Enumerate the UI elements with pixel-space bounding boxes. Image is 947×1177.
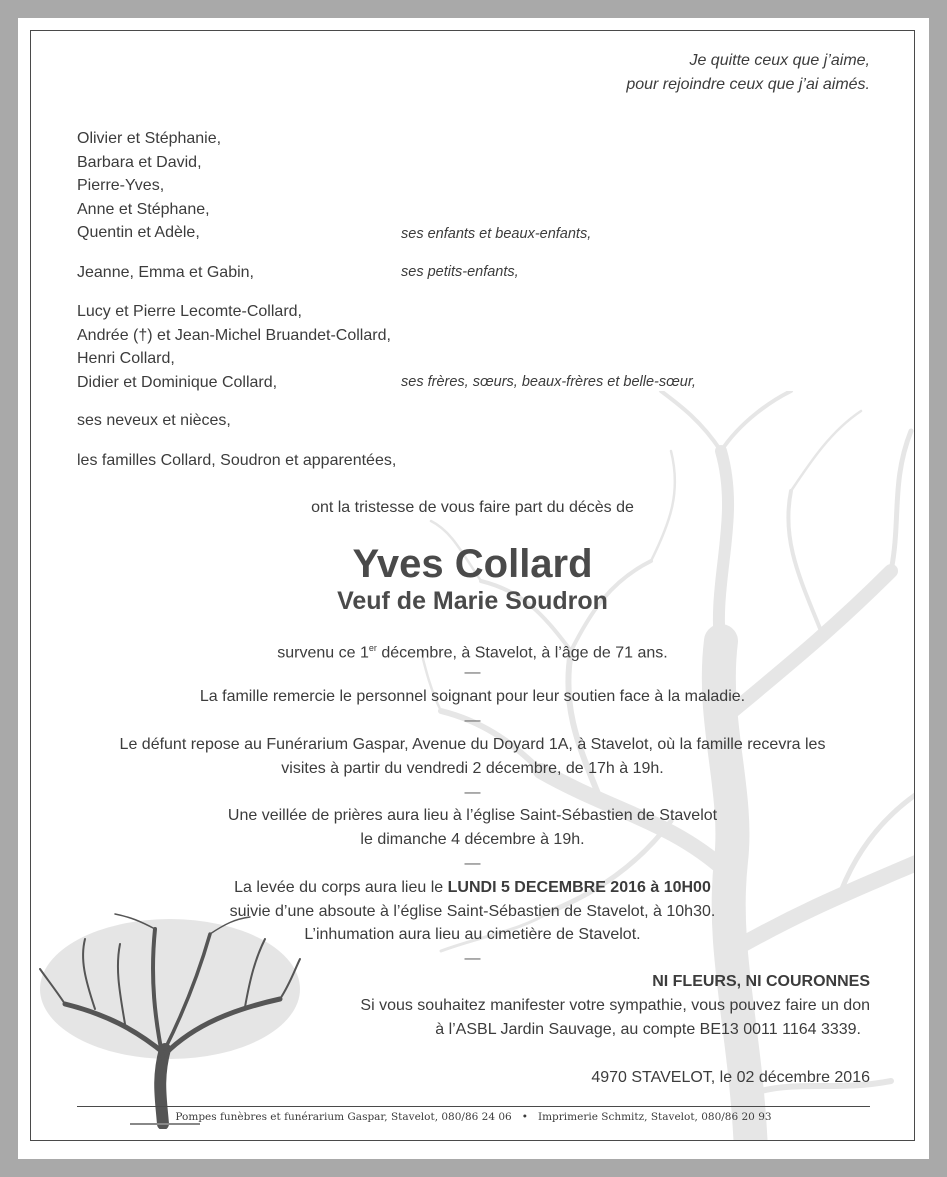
thanks-line: La famille remercie le personnel soignant pour leur soutien face à la maladie. [199, 688, 746, 705]
funeral-line-3: L’inhumation aura lieu au cimetière de Stavelot. [304, 926, 641, 943]
separator-dash: — [464, 712, 481, 729]
death-ordinal: er [368, 643, 377, 653]
siblings-role: ses frères, sœurs, beaux-frères et belle-sœur, [401, 374, 696, 390]
deceased-subtitle: Veuf de Marie Soudron [337, 587, 608, 615]
children-list [77, 127, 221, 245]
child-entry: Olivier et Stéphanie, [77, 130, 222, 147]
footer-bullet: • [521, 1111, 528, 1123]
grandchildren-role: ses petits-enfants, [401, 264, 519, 280]
quote-line-1: Je quitte ceux que j’aime, [689, 52, 870, 69]
vigil-line-1: Une veillée de prières aura lieu à l’église Saint-Sébastien de Stavelot [227, 807, 718, 824]
footer-credits [77, 1111, 870, 1123]
child-entry: Barbara et David, [77, 153, 202, 171]
separator-dash: — [464, 950, 481, 967]
sibling-entry: Henri Collard, [77, 350, 175, 367]
siblings-list [77, 300, 391, 394]
obituary-sheet [18, 18, 929, 1159]
obituary-frame [30, 30, 915, 1141]
rest-line-1: Le défunt repose au Funérarium Gaspar, Avenue du Doyard 1A, à Stavelot, où la famille recevra les [119, 736, 826, 753]
place-date: 4970 STAVELOT, le 02 décembre 2016 [591, 1069, 870, 1086]
children-role: ses enfants et beaux-enfants, [401, 226, 592, 242]
sibling-entry: Andrée (†) et Jean-Michel Bruandet-Collard, [77, 326, 391, 344]
flowers-line-2: à l’ASBL Jardin Sauvage, au compte BE13 0011 1164 3339. [435, 1021, 861, 1038]
funeral-line-2: suivie d’une absoute à l’église Saint-Sébastien de Stavelot, à 10h30. [229, 903, 716, 920]
funeral-prefix: La levée du corps aura lieu le [234, 879, 448, 896]
child-entry: Anne et Stéphane, [77, 200, 210, 218]
flowers-line-1: Si vous souhaitez manifester votre sympathie, vous pouvez faire un don [360, 997, 870, 1014]
deceased-name: Yves Collard [352, 542, 593, 586]
separator-dash: — [464, 784, 481, 801]
separator-dash: — [464, 664, 481, 681]
sibling-entry: Lucy et Pierre Lecomte-Collard, [77, 303, 302, 320]
announcement-line: ont la tristesse de vous faire part du décès de [311, 499, 634, 516]
funeral-datetime: LUNDI 5 DECEMBRE 2016 à 10H00 [447, 879, 711, 896]
flowers-title: NI FLEURS, NI COURONNES [652, 973, 870, 990]
rest-line-2: visites à partir du vendredi 2 décembre, de 17h à 19h. [281, 760, 664, 777]
death-text-start: survenu ce 1 [277, 644, 369, 662]
printer-credit: Imprimerie Schmitz, Stavelot, 080/86 20 93 [537, 1111, 772, 1123]
funeral-line-1 [31, 876, 914, 900]
funeral-home-credit: Pompes funèbres et funérarium Gaspar, Stavelot, 080/86 24 06 [175, 1111, 512, 1123]
death-text-end: décembre, à Stavelot, à l’âge de 71 ans. [376, 644, 668, 662]
footer-divider [77, 1106, 870, 1107]
grandchildren-entry: Jeanne, Emma et Gabin, [77, 264, 254, 281]
epigraph-quote [626, 49, 870, 96]
child-entry: Pierre-Yves, [77, 177, 165, 194]
separator-dash: — [464, 855, 481, 872]
vigil-line-2: le dimanche 4 décembre à 19h. [360, 831, 585, 848]
sibling-entry: Didier et Dominique Collard, [77, 373, 278, 391]
families-entry: les familles Collard, Soudron et apparentées, [77, 452, 397, 469]
nephews-entry: ses neveux et nièces, [77, 412, 231, 429]
quote-line-2: pour rejoindre ceux que j’ai aimés. [626, 75, 870, 93]
child-entry: Quentin et Adèle, [77, 224, 200, 241]
